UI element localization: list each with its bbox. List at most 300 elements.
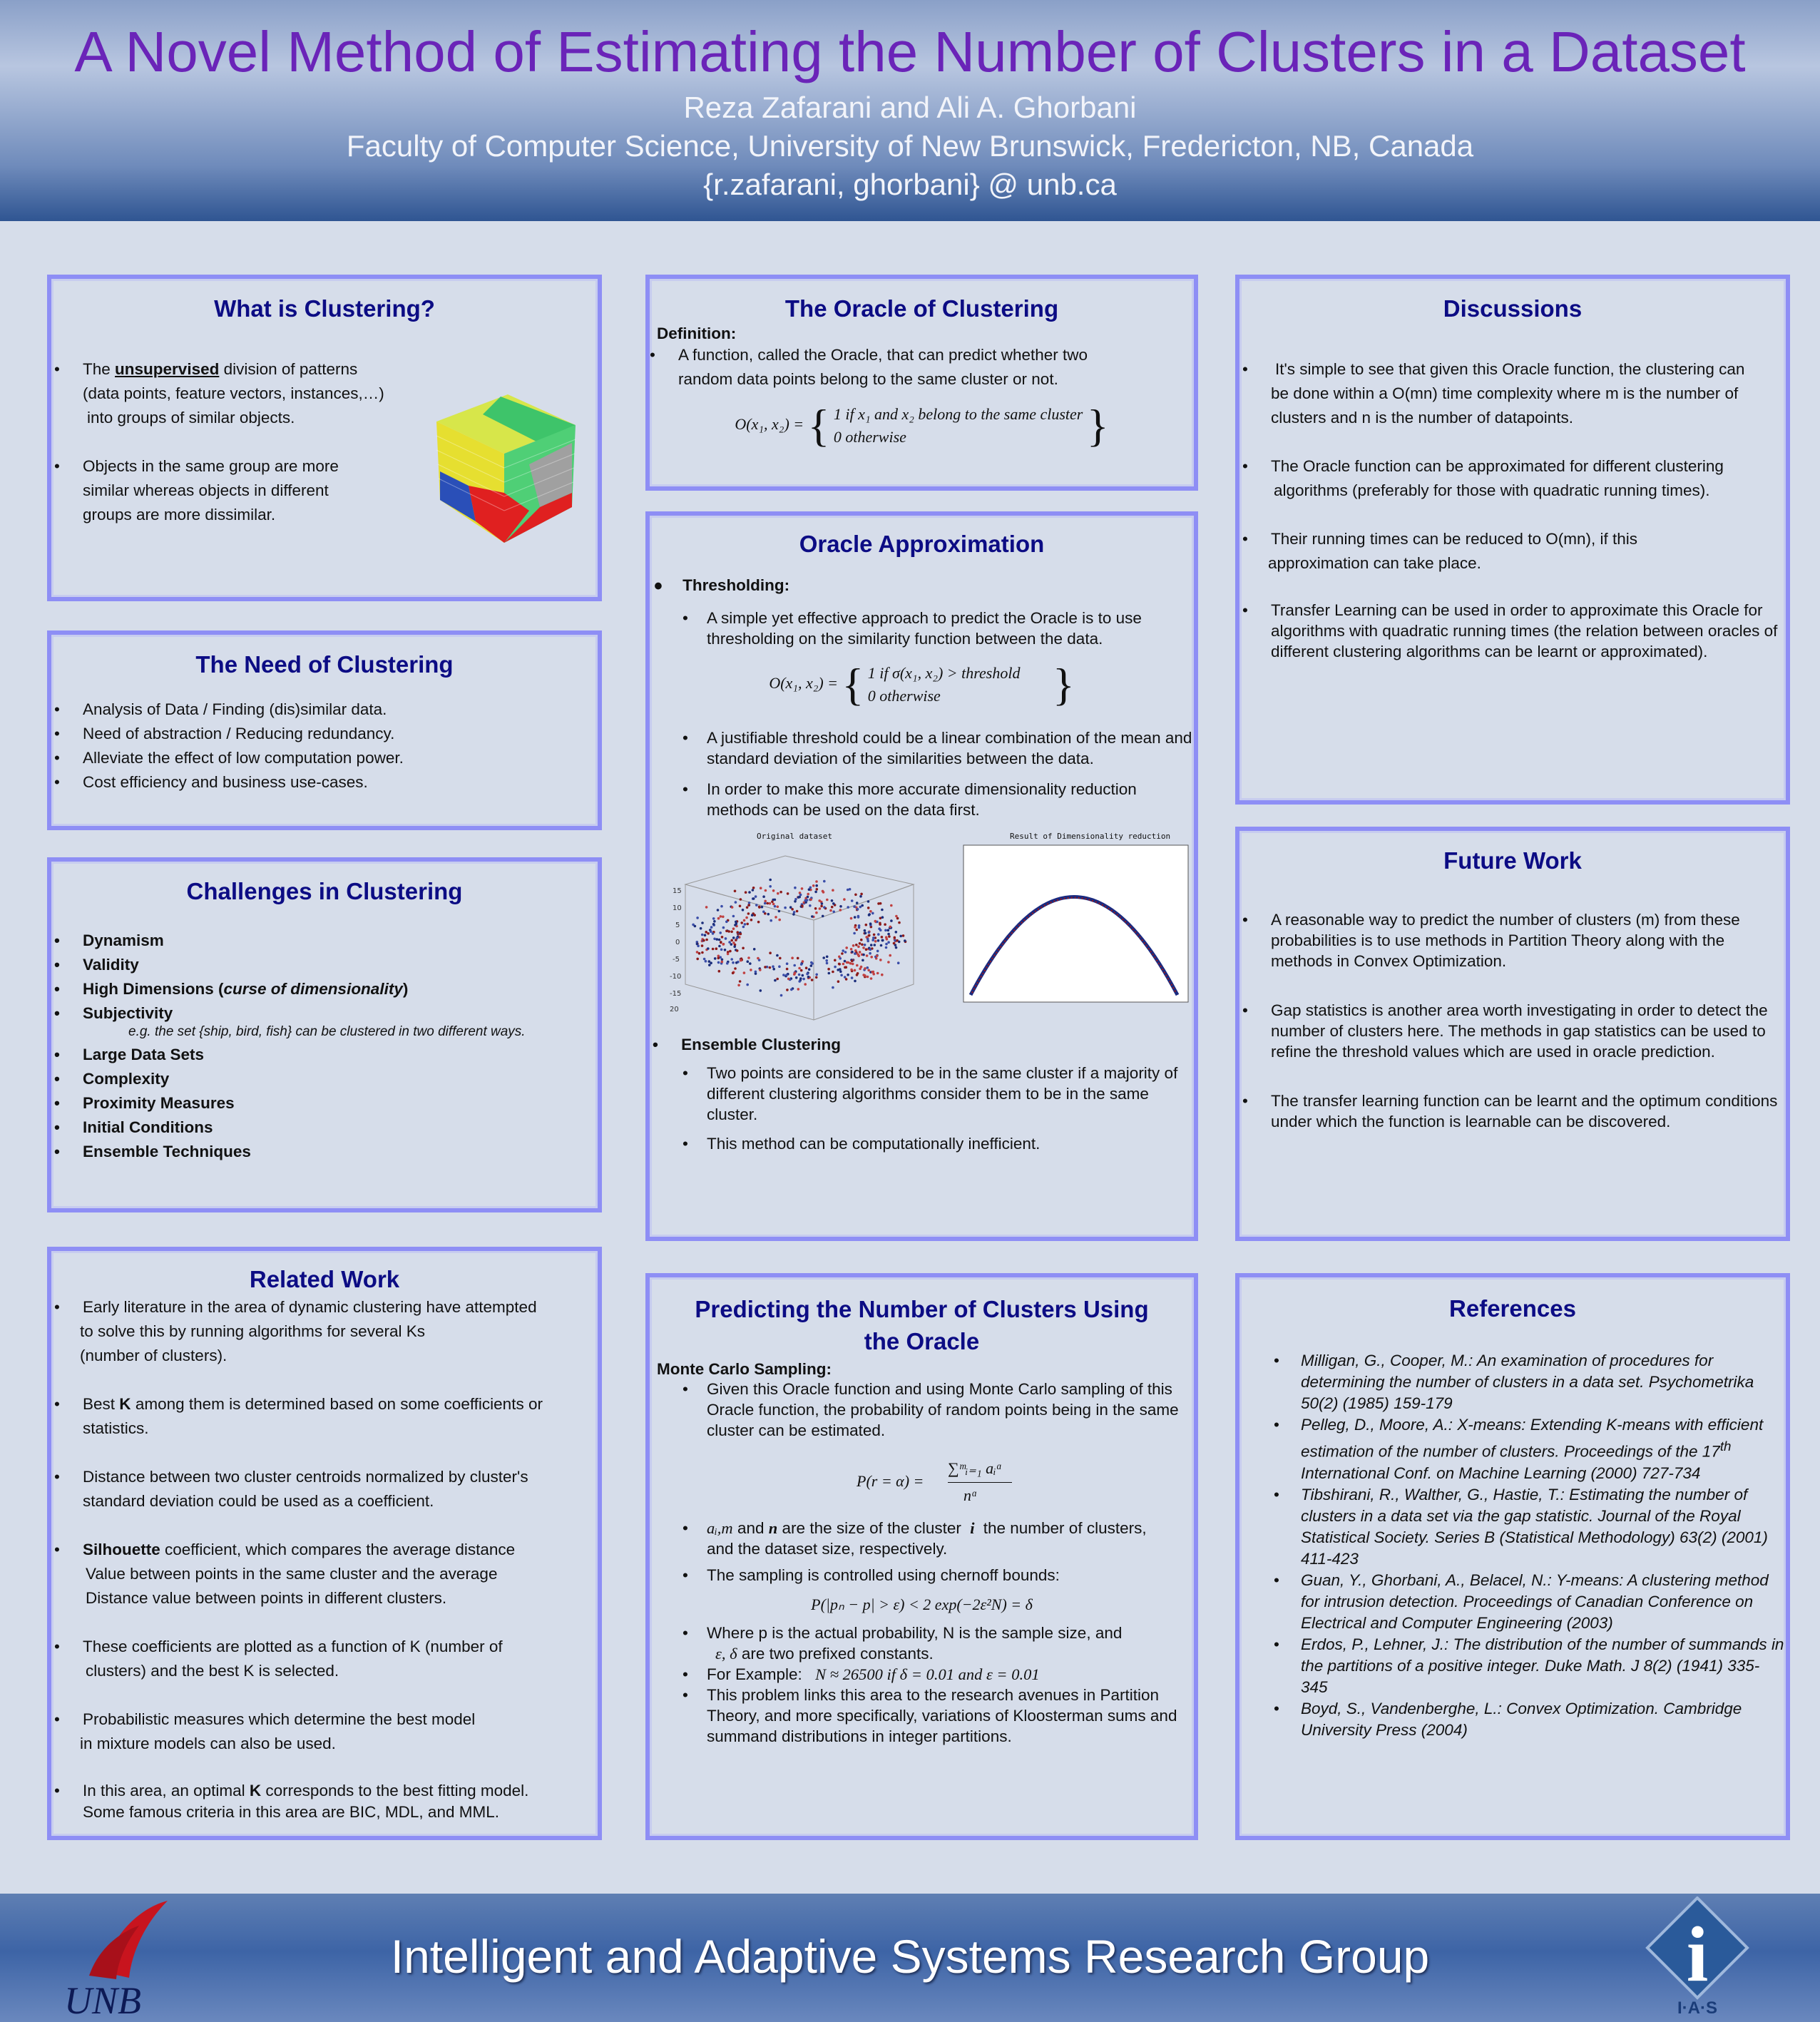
list-item bbox=[51, 1635, 598, 1683]
plot-area bbox=[963, 845, 1188, 1002]
list-item: • Complexity bbox=[51, 1067, 598, 1091]
math-symbol: ε, δ bbox=[715, 1645, 737, 1663]
scatter-point bbox=[786, 962, 789, 965]
scatter-point bbox=[868, 914, 871, 916]
scatter-point bbox=[795, 976, 798, 979]
threshold-formula bbox=[650, 659, 1194, 710]
formula-lhs: P(r = α) = bbox=[857, 1472, 924, 1490]
scatter-point bbox=[874, 940, 877, 943]
axis-box bbox=[685, 856, 914, 920]
text: algorithms (preferably for those with quadratic running times). bbox=[1274, 481, 1710, 499]
scatter-point bbox=[722, 926, 725, 929]
scatter-point bbox=[791, 956, 794, 959]
scatter-point bbox=[807, 893, 809, 896]
scatter-point bbox=[859, 895, 862, 898]
related-list bbox=[51, 1295, 598, 1823]
scatter-point bbox=[769, 885, 772, 888]
scatter-point bbox=[762, 911, 765, 914]
scatter-point bbox=[707, 947, 710, 950]
scatter-point bbox=[761, 906, 764, 909]
scatter-point bbox=[854, 969, 857, 972]
scatter-point bbox=[896, 939, 899, 942]
scatter-point bbox=[724, 949, 727, 951]
text: Pelleg, D., Moore, A.: X-means: Extending K-means with efficient estimation of the number of clusters. Proceedings of the 17 bbox=[1301, 1416, 1764, 1461]
tick-label: 10 bbox=[673, 904, 682, 912]
scatter-point bbox=[774, 916, 777, 919]
scatter-point bbox=[859, 942, 862, 945]
text: clusters and n is the number of datapoints. bbox=[1271, 409, 1573, 427]
scatter-point bbox=[747, 912, 750, 915]
scatter-point bbox=[758, 906, 761, 909]
scatter-point bbox=[846, 961, 849, 964]
scatter-point bbox=[742, 909, 745, 912]
scatter-point bbox=[746, 984, 749, 986]
list-item: • In order to make this more accurate dimensionality reduction methods can be used on the data first. bbox=[650, 779, 1194, 820]
text: Thresholding: bbox=[682, 576, 790, 595]
panel-challenges bbox=[47, 857, 602, 1212]
text: Early literature in the area of dynamic clustering have attempted bbox=[83, 1298, 537, 1316]
scatter-point bbox=[874, 944, 876, 946]
axis-box bbox=[814, 884, 914, 1020]
future-list bbox=[1239, 909, 1786, 1132]
scatter-point bbox=[777, 906, 779, 909]
scatter-point bbox=[885, 943, 888, 946]
text: For Example: bbox=[707, 1665, 802, 1683]
text: are the size of the cluster bbox=[782, 1519, 961, 1537]
scatter-point bbox=[729, 950, 732, 953]
probability-formula bbox=[650, 1456, 1194, 1513]
poster-footer bbox=[0, 1894, 1820, 2022]
scatter-point bbox=[720, 941, 722, 944]
scatter-points bbox=[692, 879, 906, 997]
email: {r.zafarani, ghorbani} @ unb.ca bbox=[703, 168, 1117, 201]
list-item bbox=[51, 1392, 598, 1441]
scatter-point bbox=[793, 964, 796, 967]
scatter-point bbox=[890, 919, 893, 922]
panel-title: References bbox=[1449, 1295, 1576, 1322]
challenges-list bbox=[51, 929, 598, 1026]
list-item: • Proximity Measures bbox=[51, 1091, 598, 1115]
scatter-point bbox=[896, 917, 899, 920]
scatter-point bbox=[869, 949, 872, 951]
original-dataset-plot bbox=[657, 842, 942, 1027]
panel-need-of-clustering bbox=[47, 630, 602, 830]
scatter-point bbox=[823, 880, 826, 883]
scatter-point bbox=[769, 951, 772, 954]
scatter-point bbox=[798, 974, 801, 976]
list-item bbox=[51, 977, 598, 1001]
scatter-point bbox=[815, 974, 818, 976]
scatter-point bbox=[807, 976, 810, 979]
scatter-point bbox=[844, 951, 847, 954]
scatter-point bbox=[720, 905, 723, 908]
scatter-point bbox=[832, 889, 834, 892]
keyword: unsupervised bbox=[115, 360, 220, 378]
scatter-point bbox=[834, 959, 837, 962]
brace-icon: } bbox=[1086, 400, 1109, 451]
panel-discussions bbox=[1235, 275, 1790, 805]
oracle-formula bbox=[650, 400, 1194, 451]
scatter-point bbox=[881, 939, 884, 942]
text: Predicting the Number of Clusters Using bbox=[695, 1296, 1149, 1322]
text: and bbox=[737, 1519, 765, 1537]
threshold-list bbox=[650, 608, 1194, 649]
scatter-point bbox=[750, 969, 752, 971]
scatter-point bbox=[850, 917, 853, 920]
scatter-point bbox=[732, 972, 735, 975]
scatter-point bbox=[702, 939, 705, 942]
scatter-point bbox=[722, 916, 725, 919]
scatter-point bbox=[708, 960, 711, 963]
predict-list-2 bbox=[650, 1518, 1194, 1586]
text: Some famous criteria in this area are BIC, MDL, and MML. bbox=[83, 1803, 499, 1821]
scatter-point bbox=[739, 980, 742, 983]
reference-item: • Milligan, G., Cooper, M.: An examination of procedures for determining the number of clusters in a data set. Psychometrika 50(2) (1985) 159-179 bbox=[1239, 1350, 1786, 1414]
scatter-point bbox=[718, 945, 721, 948]
references-list bbox=[1239, 1350, 1786, 1741]
scatter-point bbox=[847, 906, 849, 909]
scatter-point bbox=[694, 925, 697, 928]
ensemble-list bbox=[650, 1063, 1194, 1154]
what-is-list bbox=[51, 357, 422, 527]
scatter-point bbox=[809, 904, 812, 907]
scatter-point bbox=[757, 957, 760, 960]
scatter-point bbox=[842, 963, 845, 966]
scatter-point bbox=[872, 973, 875, 976]
scatter-point bbox=[861, 944, 864, 946]
text: It's simple to see that given this Oracle function, the clustering can bbox=[1275, 360, 1745, 378]
scatter-point bbox=[864, 967, 866, 970]
text: approximation can take place. bbox=[1268, 554, 1481, 572]
brace-icon: } bbox=[1052, 659, 1075, 710]
scatter-point bbox=[890, 904, 893, 907]
scatter-point bbox=[854, 949, 857, 952]
list-item bbox=[51, 1465, 598, 1513]
text: corresponds to the best fitting model. bbox=[265, 1782, 529, 1799]
scatter-point bbox=[712, 948, 715, 951]
scatter-point bbox=[746, 923, 749, 926]
scatter-point bbox=[732, 927, 735, 930]
list-item bbox=[650, 1664, 1194, 1685]
list-item bbox=[647, 343, 1194, 392]
scatter-point bbox=[735, 939, 737, 941]
scatter-point bbox=[879, 902, 882, 905]
scatter-point bbox=[871, 971, 874, 974]
scatter-point bbox=[757, 921, 760, 924]
scatter-point bbox=[876, 972, 879, 975]
scatter-point bbox=[840, 974, 843, 977]
scatter-point bbox=[792, 913, 795, 916]
list-item: • A justifiable threshold could be a linear combination of the mean and standard deviation of the similarities between the data. bbox=[650, 727, 1194, 769]
scatter-point bbox=[703, 958, 706, 961]
scatter-point bbox=[810, 964, 813, 967]
scatter-point bbox=[860, 939, 863, 941]
scatter-point bbox=[887, 941, 890, 944]
poster-header bbox=[0, 0, 1820, 221]
scatter-point bbox=[721, 959, 724, 961]
scatter-point bbox=[853, 905, 856, 908]
panel-title: Future Work bbox=[1443, 847, 1582, 874]
scatter-point bbox=[870, 956, 873, 959]
scatter-point bbox=[899, 935, 902, 938]
bullet-icon: • bbox=[653, 1036, 658, 1053]
scatter-point bbox=[784, 907, 787, 909]
scatter-point bbox=[730, 939, 733, 942]
scatter-point bbox=[826, 956, 829, 959]
scatter-point bbox=[887, 961, 890, 964]
scatter-point bbox=[755, 971, 757, 974]
scatter-point bbox=[742, 947, 745, 950]
scatter-point bbox=[810, 961, 813, 964]
panel-title: The Need of Clustering bbox=[195, 651, 454, 678]
reference-item bbox=[1239, 1414, 1786, 1484]
scatter-point bbox=[742, 926, 745, 929]
scatter-point bbox=[776, 954, 779, 957]
scatter-point bbox=[866, 954, 869, 957]
scatter-point bbox=[902, 934, 905, 937]
scatter-point bbox=[809, 898, 812, 901]
scatter-point bbox=[791, 908, 794, 911]
scatter-point bbox=[839, 905, 842, 908]
tick-label: -5 bbox=[673, 956, 680, 964]
scatter-point bbox=[862, 946, 865, 949]
scatter-point bbox=[712, 932, 715, 935]
scatter-point bbox=[854, 926, 857, 929]
list-item: • Analysis of Data / Finding (dis)similar data. bbox=[51, 698, 598, 722]
plots-row bbox=[650, 832, 1194, 1031]
scatter-point bbox=[832, 971, 834, 974]
scatter-point bbox=[818, 899, 821, 902]
math-formula: N ≈ 26500 if δ = 0.01 and ε = 0.01 bbox=[815, 1665, 1040, 1683]
scatter-point bbox=[799, 894, 802, 897]
math-symbol: i bbox=[970, 1519, 975, 1537]
list-item bbox=[1239, 454, 1786, 503]
scatter-point bbox=[865, 948, 868, 951]
list-item bbox=[51, 1707, 598, 1756]
list-item: • Cost efficiency and business use-cases. bbox=[51, 770, 598, 795]
scatter-point bbox=[858, 955, 861, 958]
scatter-point bbox=[697, 945, 700, 948]
scatter-point bbox=[782, 974, 785, 976]
ensemble-heading bbox=[653, 1036, 1194, 1054]
scatter-point bbox=[772, 889, 775, 892]
scatter-point bbox=[870, 944, 873, 946]
scatter-point bbox=[725, 921, 728, 924]
scatter-point bbox=[853, 932, 856, 935]
scatter-point bbox=[717, 957, 720, 960]
formula-case: 0 otherwise bbox=[833, 428, 906, 446]
scatter-point bbox=[725, 930, 728, 933]
formula-case: 1 if σ(x₁, x₂) > threshold bbox=[867, 664, 1021, 682]
scatter-point bbox=[854, 894, 857, 897]
scatter-point bbox=[879, 923, 881, 926]
list-item: • Validity bbox=[51, 953, 598, 977]
list-item: • A reasonable way to predict the number of clusters (m) from these probabilities is to use methods in Partition Theory along with the methods in Convex Optimization. bbox=[1239, 909, 1786, 971]
panel-oracle bbox=[645, 275, 1198, 491]
text: Their running times can be reduced to O(mn), if this bbox=[1271, 530, 1637, 548]
scatter-point bbox=[769, 879, 772, 882]
scatter-point bbox=[748, 891, 751, 894]
scatter-point bbox=[740, 933, 742, 936]
scatter-point bbox=[895, 931, 898, 934]
scatter-point bbox=[752, 897, 755, 900]
text: High Dimensions ( bbox=[83, 980, 224, 998]
text: and the dataset size, respectively. bbox=[707, 1540, 948, 1558]
text: ) bbox=[402, 980, 409, 998]
scatter-point bbox=[787, 978, 790, 981]
scatter-point bbox=[862, 959, 864, 962]
list-item: • Alleviate the effect of low computation power. bbox=[51, 746, 598, 770]
scatter-point bbox=[826, 899, 829, 902]
text: standard deviation could be used as a coefficient. bbox=[83, 1492, 434, 1510]
panel-title: The Oracle of Clustering bbox=[784, 295, 1059, 322]
scatter-point bbox=[780, 994, 783, 997]
scatter-point bbox=[728, 941, 731, 944]
list-item bbox=[51, 1295, 598, 1368]
scatter-point bbox=[718, 970, 721, 973]
scatter-point bbox=[701, 951, 704, 954]
scatter-point bbox=[732, 941, 735, 944]
text: th bbox=[1719, 1439, 1732, 1454]
scatter-point bbox=[717, 909, 720, 912]
text: In this area, an optimal bbox=[83, 1782, 245, 1799]
list-item: • Need of abstraction / Reducing redundancy. bbox=[51, 722, 598, 746]
scatter-point bbox=[887, 933, 890, 936]
scatter-point bbox=[904, 939, 906, 942]
scatter-point bbox=[856, 902, 859, 904]
scatter-point bbox=[832, 911, 835, 914]
scatter-point bbox=[838, 963, 841, 966]
scatter-point bbox=[794, 898, 797, 901]
scatter-point bbox=[872, 936, 875, 939]
scatter-point bbox=[857, 916, 860, 919]
scatter-point bbox=[860, 893, 863, 896]
unb-logo-text: UNB bbox=[64, 1979, 141, 2018]
fraction-bar bbox=[948, 1482, 1012, 1483]
scatter-point bbox=[721, 961, 724, 964]
keyword: Silhouette bbox=[83, 1541, 160, 1558]
scatter-point bbox=[769, 966, 772, 969]
panel-title: Related Work bbox=[249, 1266, 400, 1292]
need-list bbox=[51, 698, 598, 795]
scatter-point bbox=[823, 906, 826, 909]
scatter-point bbox=[815, 912, 818, 914]
scatter-point bbox=[737, 984, 740, 987]
scatter-point bbox=[855, 929, 858, 931]
list-item: • Large Data Sets bbox=[51, 1043, 598, 1067]
scatter-point bbox=[760, 887, 762, 889]
scatter-point bbox=[721, 936, 724, 939]
reference-item: • Boyd, S., Vandenberghe, L.: Convex Optimization. Cambridge University Press (2004) bbox=[1239, 1698, 1786, 1741]
scatter-point bbox=[868, 934, 871, 937]
text: random data points belong to the same cluster or not. bbox=[678, 370, 1058, 388]
scatter-point bbox=[732, 936, 735, 939]
tick-label: 0 bbox=[675, 939, 680, 946]
list-item: • Ensemble Techniques bbox=[51, 1140, 598, 1164]
panel-title bbox=[650, 1293, 1194, 1357]
scatter-point bbox=[802, 960, 804, 963]
scatter-point bbox=[834, 966, 837, 969]
text: (number of clusters). bbox=[80, 1347, 228, 1364]
text: the Oracle bbox=[864, 1328, 980, 1354]
scatter-point bbox=[698, 952, 701, 955]
text: are two prefixed constants. bbox=[741, 1645, 934, 1663]
scatter-point bbox=[802, 978, 805, 981]
scatter-point bbox=[753, 948, 756, 951]
scatter-point bbox=[696, 916, 699, 919]
scatter-point bbox=[870, 977, 873, 980]
list-item: • Given this Oracle function and using Monte Carlo sampling of this Oracle function, the probability of random points being in the same cluster can be estimated. bbox=[650, 1379, 1194, 1441]
scatter-point bbox=[745, 916, 748, 919]
scatter-point bbox=[851, 899, 854, 902]
list-item: • The sampling is controlled using chernoff bounds: bbox=[650, 1565, 1194, 1586]
scatter-point bbox=[790, 989, 793, 991]
scatter-point bbox=[874, 920, 877, 923]
scatter-point bbox=[888, 935, 891, 938]
scatter-point bbox=[800, 963, 803, 966]
scatter-point bbox=[710, 926, 713, 929]
affiliation: Faculty of Computer Science, University of New Brunswick, Fredericton, NB, Canada bbox=[346, 129, 1474, 163]
scatter-point bbox=[852, 944, 855, 947]
scatter-point bbox=[752, 887, 755, 889]
scatter-point bbox=[873, 934, 876, 936]
scatter-point bbox=[736, 949, 739, 952]
scatter-point bbox=[859, 951, 862, 954]
tick-label: 15 bbox=[673, 887, 682, 895]
tick-label: 20 bbox=[670, 1006, 679, 1013]
scatter-point bbox=[837, 980, 840, 983]
scatter-point bbox=[801, 904, 804, 907]
scatter-point bbox=[871, 912, 874, 915]
scatter-point bbox=[713, 938, 716, 941]
scatter-point bbox=[734, 967, 737, 970]
scatter-point bbox=[876, 950, 879, 953]
panel-future-work bbox=[1235, 827, 1790, 1241]
formula-cases bbox=[834, 403, 1083, 449]
scatter-point bbox=[774, 979, 777, 982]
scatter-point bbox=[842, 949, 844, 952]
scatter-point bbox=[819, 907, 822, 910]
scatter-point bbox=[735, 961, 738, 964]
panel-title: Challenges in Clustering bbox=[186, 878, 463, 904]
scatter-point bbox=[851, 976, 854, 979]
scatter-point bbox=[764, 902, 767, 905]
y-ticks bbox=[670, 887, 682, 1013]
scatter-point bbox=[713, 920, 716, 923]
scatter-point bbox=[845, 946, 848, 949]
math-symbol: n bbox=[768, 1519, 778, 1537]
keyword: K bbox=[249, 1782, 262, 1799]
scatter-point bbox=[797, 988, 800, 991]
list-item: • Subjectivity bbox=[51, 1001, 598, 1026]
scatter-point bbox=[868, 931, 871, 934]
text: The Oracle function can be approximated for different clustering bbox=[1271, 457, 1724, 475]
scatter-point bbox=[844, 976, 847, 979]
scatter-point bbox=[856, 964, 859, 967]
challenges-list-2 bbox=[51, 1043, 598, 1164]
brace-icon: { bbox=[807, 400, 830, 451]
scatter-point bbox=[764, 900, 767, 903]
scatter-point bbox=[839, 970, 842, 973]
scatter-point bbox=[815, 884, 818, 887]
scatter-point bbox=[851, 951, 854, 954]
scatter-point bbox=[867, 900, 870, 903]
scatter-point bbox=[839, 909, 842, 912]
scatter-point bbox=[748, 904, 751, 907]
scatter-point bbox=[794, 971, 797, 974]
scatter-point bbox=[867, 907, 870, 909]
scatter-point bbox=[747, 960, 750, 963]
